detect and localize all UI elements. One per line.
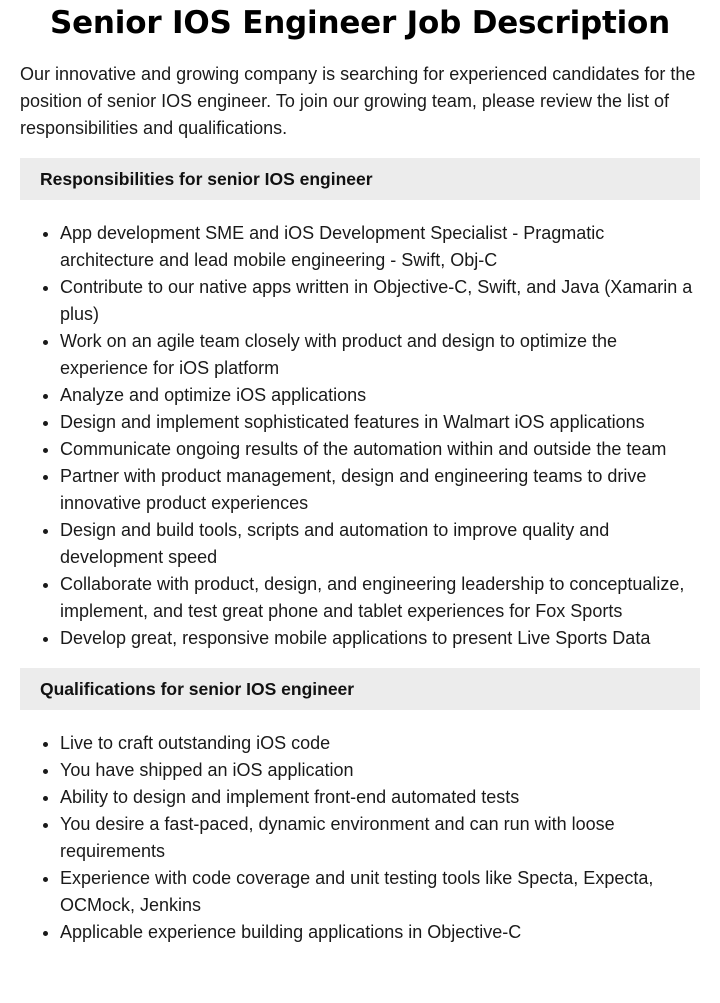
responsibilities-heading: Responsibilities for senior IOS engineer (20, 158, 700, 200)
list-item: • You have shipped an iOS application (60, 757, 700, 784)
list-item: • Ability to design and implement front-end automated tests (60, 784, 700, 811)
list-item: • Experience with code coverage and unit testing tools like Specta, Expecta, OCMock, Jenkins (60, 865, 700, 919)
qualifications-list (20, 730, 700, 946)
list-item: • App development SME and iOS Development Specialist - Pragmatic architecture and lead mobile engineering - Swift, Obj-C (60, 220, 700, 274)
list-item: • Work on an agile team closely with product and design to optimize the experience for iOS platform (60, 328, 700, 382)
responsibilities-list (20, 220, 700, 652)
list-item: • Applicable experience building applications in Objective-C (60, 919, 700, 946)
list-item: • Design and build tools, scripts and automation to improve quality and development speed (60, 517, 700, 571)
list-item: • Develop great, responsive mobile applications to present Live Sports Data (60, 625, 700, 652)
page-title: Senior IOS Engineer Job Description (49, 5, 670, 41)
list-item: • Collaborate with product, design, and engineering leadership to conceptualize, implement, and test great phone and tablet experiences for Fox Sports (60, 571, 700, 625)
qualifications-heading: Qualifications for senior IOS engineer (20, 668, 700, 710)
list-item: • Communicate ongoing results of the automation within and outside the team (60, 436, 700, 463)
list-item: • Partner with product management, design and engineering teams to drive innovative product experiences (60, 463, 700, 517)
list-item: • Contribute to our native apps written in Objective-C, Swift, and Java (Xamarin a plus) (60, 274, 700, 328)
intro-paragraph: Our innovative and growing company is searching for experienced candidates for the position of senior IOS engineer. To join our growing team, please review the list of responsibilities and qualifications. (20, 64, 696, 138)
list-item: • Live to craft outstanding iOS code (60, 730, 700, 757)
list-item: • Design and implement sophisticated features in Walmart iOS applications (60, 409, 700, 436)
list-item: • You desire a fast-paced, dynamic environment and can run with loose requirements (60, 811, 700, 865)
list-item: • Analyze and optimize iOS applications (60, 382, 700, 409)
